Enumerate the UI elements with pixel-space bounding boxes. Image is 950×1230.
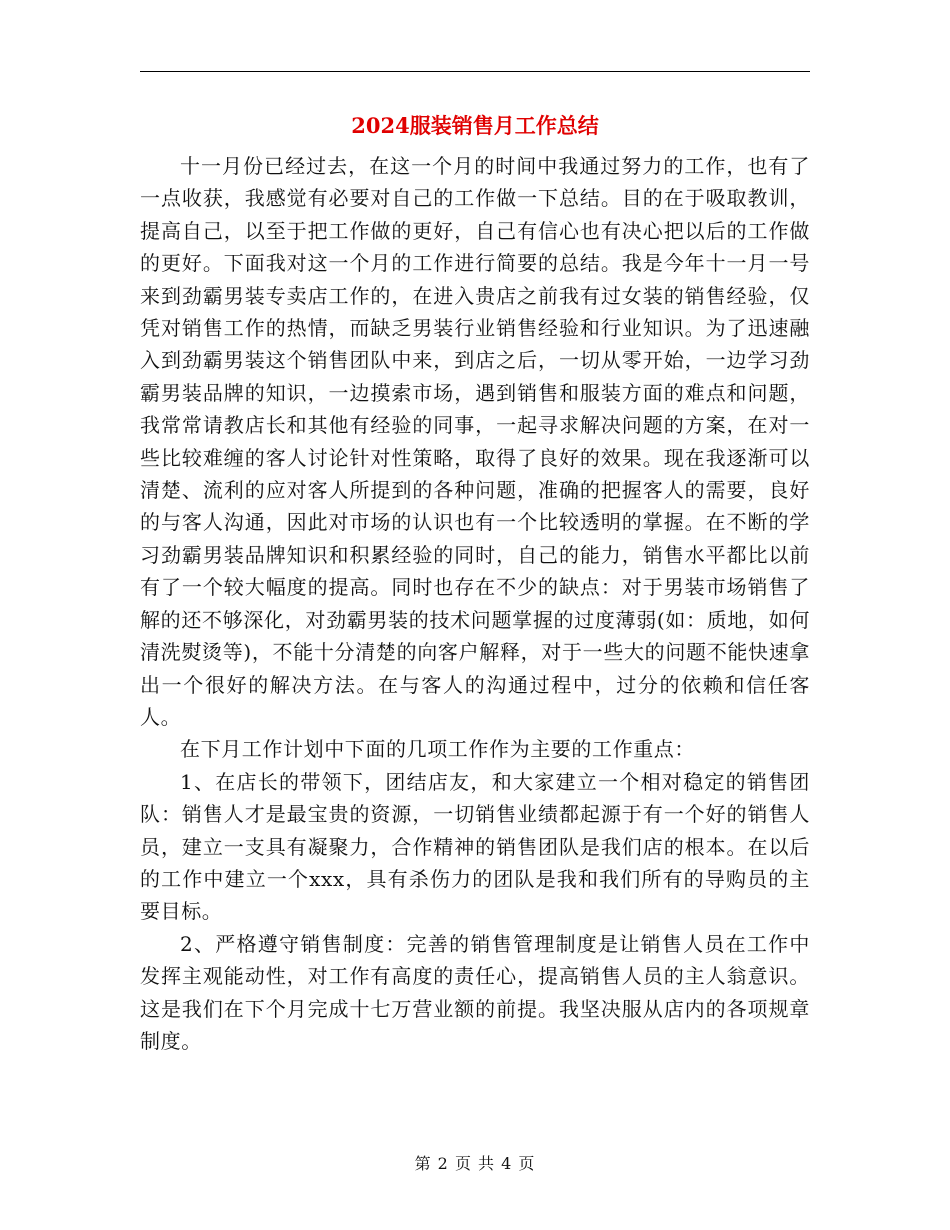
document-title: 2024服装销售月工作总结	[351, 113, 599, 138]
paragraph-summary: 十一月份已经过去，在这一个月的时间中我通过努力的工作，也有了一点收获，我感觉有必要对自己的工作做一下总结。目的在于吸取教训，提高自己，以至于把工作做的更好，自己有信心也有决心把以后的工作做的更好。下面我对这一个月的工作进行简要的总结。我是今年十一月一号来到劲霸男装专卖店工作的，在进入贵店之前我有过女装的销售经验，仅凭对销售工作的热情，而缺乏男装行业销售经验和行业知识。为了迅速融入到劲霸男装这个销售团队中来，到店之后，一切从零开始，一边学习劲霸男装品牌的知识，一边摸索市场，遇到销售和服装方面的难点和问题，我常常请教店长和其他有经验的同事，一起寻求解决问题的方案，在对一些比较难缠的客人讨论针对性策略，取得了良好的效果。现在我逐渐可以清楚、流利的应对客人所提到的各种问题，准确的把握客人的需要，良好的与客人沟通，因此对市场的认识也有一个比较透明的掌握。在不断的学习劲霸男装品牌知识和积累经验的同时，自己的能力，销售水平都比以前有了一个较大幅度的提高。同时也存在不少的缺点：对于男装市场销售了解的还不够深化，对劲霸男装的技术问题掌握的过度薄弱(如：质地，如何清洗熨烫等)，不能十分清楚的向客户解释，对于一些大的问题不能快速拿出一个很好的解决方法。在与客人的沟通过程中，过分的依赖和信任客人。	[140, 154, 810, 729]
page-number: 第 2 页 共 4 页	[414, 1154, 536, 1173]
paragraph-plan-item-1: 1、在店长的带领下，团结店友，和大家建立一个相对稳定的销售团队：销售人才是最宝贵的资源，一切销售业绩都起源于有一个好的销售人员，建立一支具有凝聚力，合作精神的销售团队是我们店的根本。在以后的工作中建立一个xxx，具有杀伤力的团队是我和我们所有的导购员的主要目标。	[140, 769, 810, 924]
header-rule	[140, 71, 810, 72]
paragraph-plan-intro: 在下月工作计划中下面的几项工作作为主要的工作重点：	[180, 737, 695, 762]
paragraph-plan-item-2: 2、严格遵守销售制度：完善的销售管理制度是让销售人员在工作中发挥主观能动性，对工作有高度的责任心，提高销售人员的主人翁意识。这是我们在下个月完成十七万营业额的前提。我坚决服从店内的各项规章制度。	[140, 931, 810, 1053]
document-body	[140, 150, 810, 1057]
